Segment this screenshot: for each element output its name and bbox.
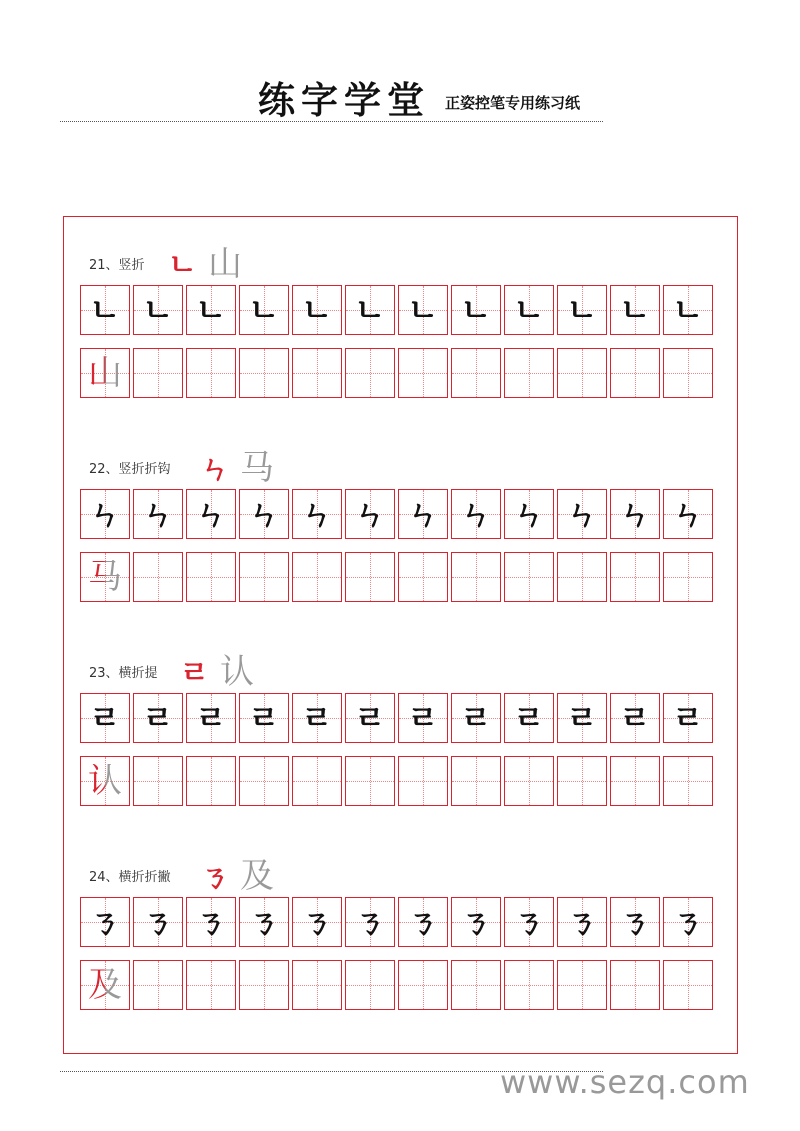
practice-cell[interactable]	[239, 756, 289, 806]
section-heading	[80, 852, 725, 896]
practice-cell[interactable]	[292, 489, 342, 539]
stroke-glyph: ㄹ	[672, 699, 704, 737]
character-example: 及	[240, 856, 274, 896]
character-practice-row	[80, 960, 713, 1010]
section-heading	[80, 648, 725, 692]
practice-cell[interactable]	[292, 693, 342, 743]
stroke-glyph: ㄹ	[619, 699, 651, 737]
stroke-glyph: ㄹ	[248, 699, 280, 737]
stroke-glyph: ㄣ	[247, 495, 280, 533]
practice-cell[interactable]	[451, 348, 501, 398]
practice-cell[interactable]	[663, 552, 713, 602]
practice-cell[interactable]	[504, 756, 554, 806]
character-practice-row	[80, 552, 713, 602]
practice-cell[interactable]	[133, 489, 183, 539]
stroke-glyph: ㄋ	[618, 903, 651, 941]
practice-cell[interactable]	[292, 285, 342, 335]
character-example: 认	[220, 652, 254, 692]
practice-cell[interactable]	[345, 285, 395, 335]
practice-cell[interactable]	[239, 285, 289, 335]
practice-cell[interactable]	[398, 897, 448, 947]
practice-cell[interactable]	[451, 756, 501, 806]
practice-cell[interactable]	[557, 348, 607, 398]
practice-cell[interactable]	[504, 897, 554, 947]
practice-cell[interactable]	[663, 960, 713, 1010]
stroke-practice-row	[80, 897, 713, 947]
stroke-section	[80, 648, 725, 801]
practice-cell[interactable]	[80, 285, 130, 335]
practice-cell[interactable]	[610, 552, 660, 602]
practice-cell[interactable]	[504, 960, 554, 1010]
stroke-section	[80, 852, 725, 1005]
section-label: 21、竖折	[89, 258, 145, 273]
stroke-glyph: ㄣ	[618, 495, 651, 533]
stroke-glyph: ㄴ	[354, 291, 386, 329]
stroke-example: ㄴ	[168, 248, 197, 283]
practice-cell[interactable]	[186, 285, 236, 335]
practice-cell[interactable]	[80, 693, 130, 743]
character-glyph: 认	[88, 761, 122, 801]
stroke-glyph: ㄹ	[301, 699, 333, 737]
stroke-glyph: ㄹ	[354, 699, 386, 737]
stroke-glyph: ㄴ	[566, 291, 598, 329]
stroke-glyph: ㄋ	[300, 903, 333, 941]
section-heading	[80, 240, 725, 284]
practice-cell[interactable]	[186, 348, 236, 398]
section-label: 23、横折提	[89, 666, 158, 681]
stroke-glyph: ㄴ	[89, 291, 121, 329]
stroke-glyph: ㄋ	[353, 903, 386, 941]
practice-cell[interactable]	[186, 489, 236, 539]
practice-cell[interactable]	[557, 489, 607, 539]
stroke-example: ㄋ	[200, 860, 230, 895]
practice-cell[interactable]	[610, 960, 660, 1010]
practice-cell[interactable]	[80, 756, 130, 806]
practice-cell[interactable]	[398, 348, 448, 398]
stroke-glyph: ㄣ	[406, 495, 439, 533]
practice-cell[interactable]	[345, 348, 395, 398]
practice-cell[interactable]	[345, 960, 395, 1010]
stroke-section	[80, 240, 725, 393]
practice-cell[interactable]	[663, 285, 713, 335]
stroke-glyph: ㄴ	[407, 291, 439, 329]
practice-cell[interactable]	[504, 489, 554, 539]
stroke-section	[80, 444, 725, 597]
practice-cell[interactable]	[610, 756, 660, 806]
practice-cell[interactable]	[80, 897, 130, 947]
practice-cell[interactable]	[133, 348, 183, 398]
stroke-glyph: ㄹ	[566, 699, 598, 737]
stroke-glyph: ㄣ	[565, 495, 598, 533]
stroke-glyph: ㄴ	[460, 291, 492, 329]
stroke-glyph: ㄣ	[459, 495, 492, 533]
practice-cell[interactable]	[663, 897, 713, 947]
practice-cell[interactable]	[239, 960, 289, 1010]
practice-cell[interactable]	[398, 489, 448, 539]
stroke-glyph: ㄣ	[671, 495, 704, 533]
practice-cell[interactable]	[345, 552, 395, 602]
practice-cell[interactable]	[398, 285, 448, 335]
practice-cell[interactable]	[610, 348, 660, 398]
practice-cell[interactable]	[398, 693, 448, 743]
practice-cell[interactable]	[345, 693, 395, 743]
practice-cell[interactable]	[133, 756, 183, 806]
stroke-glyph: ㄋ	[671, 903, 704, 941]
practice-cell[interactable]	[451, 960, 501, 1010]
practice-cell[interactable]	[504, 348, 554, 398]
practice-cell[interactable]	[663, 693, 713, 743]
practice-cell[interactable]	[398, 960, 448, 1010]
practice-cell[interactable]	[610, 897, 660, 947]
stroke-glyph: ㄣ	[141, 495, 174, 533]
practice-cell[interactable]	[80, 552, 130, 602]
practice-cell[interactable]	[292, 552, 342, 602]
practice-cell[interactable]	[557, 552, 607, 602]
page-header	[60, 70, 605, 122]
practice-cell[interactable]	[557, 960, 607, 1010]
stroke-glyph: ㄣ	[300, 495, 333, 533]
practice-cell[interactable]	[80, 489, 130, 539]
practice-cell[interactable]	[186, 960, 236, 1010]
character-practice-row	[80, 348, 713, 398]
practice-cell[interactable]	[80, 960, 130, 1010]
stroke-example: ㄣ	[200, 452, 230, 487]
practice-cell[interactable]	[292, 348, 342, 398]
character-practice-row	[80, 756, 713, 806]
stroke-glyph: ㄋ	[194, 903, 227, 941]
practice-cell[interactable]	[292, 960, 342, 1010]
practice-cell[interactable]	[557, 693, 607, 743]
practice-cell[interactable]	[239, 348, 289, 398]
stroke-glyph: ㄋ	[565, 903, 598, 941]
practice-cell[interactable]	[451, 897, 501, 947]
practice-cell[interactable]	[451, 552, 501, 602]
stroke-glyph: ㄣ	[88, 495, 121, 533]
practice-cell[interactable]	[239, 693, 289, 743]
practice-cell[interactable]	[133, 552, 183, 602]
stroke-glyph: ㄴ	[619, 291, 651, 329]
section-heading	[80, 444, 725, 488]
practice-cell[interactable]	[345, 489, 395, 539]
practice-cell[interactable]	[345, 756, 395, 806]
practice-cell[interactable]	[504, 285, 554, 335]
practice-cell[interactable]	[80, 348, 130, 398]
header-divider	[60, 121, 603, 122]
stroke-glyph: ㄋ	[406, 903, 439, 941]
practice-cell[interactable]	[186, 756, 236, 806]
stroke-glyph: ㄹ	[89, 699, 121, 737]
practice-cell[interactable]	[239, 897, 289, 947]
practice-cell[interactable]	[610, 489, 660, 539]
stroke-glyph: ㄋ	[512, 903, 545, 941]
practice-cell[interactable]	[133, 897, 183, 947]
practice-cell[interactable]	[451, 489, 501, 539]
stroke-glyph: ㄴ	[195, 291, 227, 329]
stroke-practice-row	[80, 489, 713, 539]
practice-cell[interactable]	[133, 285, 183, 335]
practice-cell[interactable]	[663, 489, 713, 539]
watermark: www.sezq.com	[500, 1063, 750, 1101]
practice-cell[interactable]	[504, 552, 554, 602]
stroke-glyph: ㄣ	[353, 495, 386, 533]
practice-cell[interactable]	[239, 552, 289, 602]
stroke-glyph: ㄋ	[141, 903, 174, 941]
practice-cell[interactable]	[451, 285, 501, 335]
practice-cell[interactable]	[610, 285, 660, 335]
stroke-glyph: ㄋ	[459, 903, 492, 941]
practice-cell[interactable]	[663, 348, 713, 398]
practice-cell[interactable]	[557, 756, 607, 806]
practice-cell[interactable]	[133, 693, 183, 743]
stroke-glyph: ㄴ	[672, 291, 704, 329]
practice-cell[interactable]	[398, 552, 448, 602]
stroke-glyph: ㄹ	[195, 699, 227, 737]
page-subtitle: 正姿控笔专用练习纸	[445, 94, 581, 112]
character-example: 山	[208, 244, 242, 284]
stroke-glyph: ㄴ	[142, 291, 174, 329]
stroke-practice-row	[80, 285, 713, 335]
practice-cell[interactable]	[504, 693, 554, 743]
stroke-glyph: ㄴ	[301, 291, 333, 329]
practice-cell[interactable]	[663, 756, 713, 806]
stroke-glyph: ㄹ	[142, 699, 174, 737]
stroke-example: ㄹ	[180, 656, 209, 691]
stroke-practice-row	[80, 693, 713, 743]
section-label: 22、竖折折钩	[89, 462, 171, 477]
practice-cell[interactable]	[239, 489, 289, 539]
character-glyph: 山	[88, 353, 122, 393]
stroke-glyph: ㄣ	[194, 495, 227, 533]
character-glyph: 及	[88, 965, 122, 1005]
character-example: 马	[240, 448, 274, 488]
section-label: 24、横折折撇	[89, 870, 171, 885]
stroke-glyph: ㄋ	[88, 903, 121, 941]
stroke-glyph: ㄹ	[513, 699, 545, 737]
brand-title: 练字学堂	[258, 78, 430, 122]
stroke-glyph: ㄴ	[513, 291, 545, 329]
practice-cell[interactable]	[557, 897, 607, 947]
stroke-glyph: ㄣ	[512, 495, 545, 533]
stroke-glyph: ㄋ	[247, 903, 280, 941]
practice-cell[interactable]	[133, 960, 183, 1010]
practice-cell[interactable]	[186, 897, 236, 947]
stroke-glyph: ㄹ	[407, 699, 439, 737]
practice-cell[interactable]	[186, 552, 236, 602]
practice-cell[interactable]	[292, 756, 342, 806]
practice-cell[interactable]	[292, 897, 342, 947]
practice-cell[interactable]	[610, 693, 660, 743]
practice-cell[interactable]	[345, 897, 395, 947]
stroke-glyph: ㄴ	[248, 291, 280, 329]
character-glyph: 马	[88, 557, 122, 597]
practice-cell[interactable]	[186, 693, 236, 743]
practice-cell[interactable]	[398, 756, 448, 806]
practice-cell[interactable]	[557, 285, 607, 335]
stroke-glyph: ㄹ	[460, 699, 492, 737]
practice-cell[interactable]	[451, 693, 501, 743]
